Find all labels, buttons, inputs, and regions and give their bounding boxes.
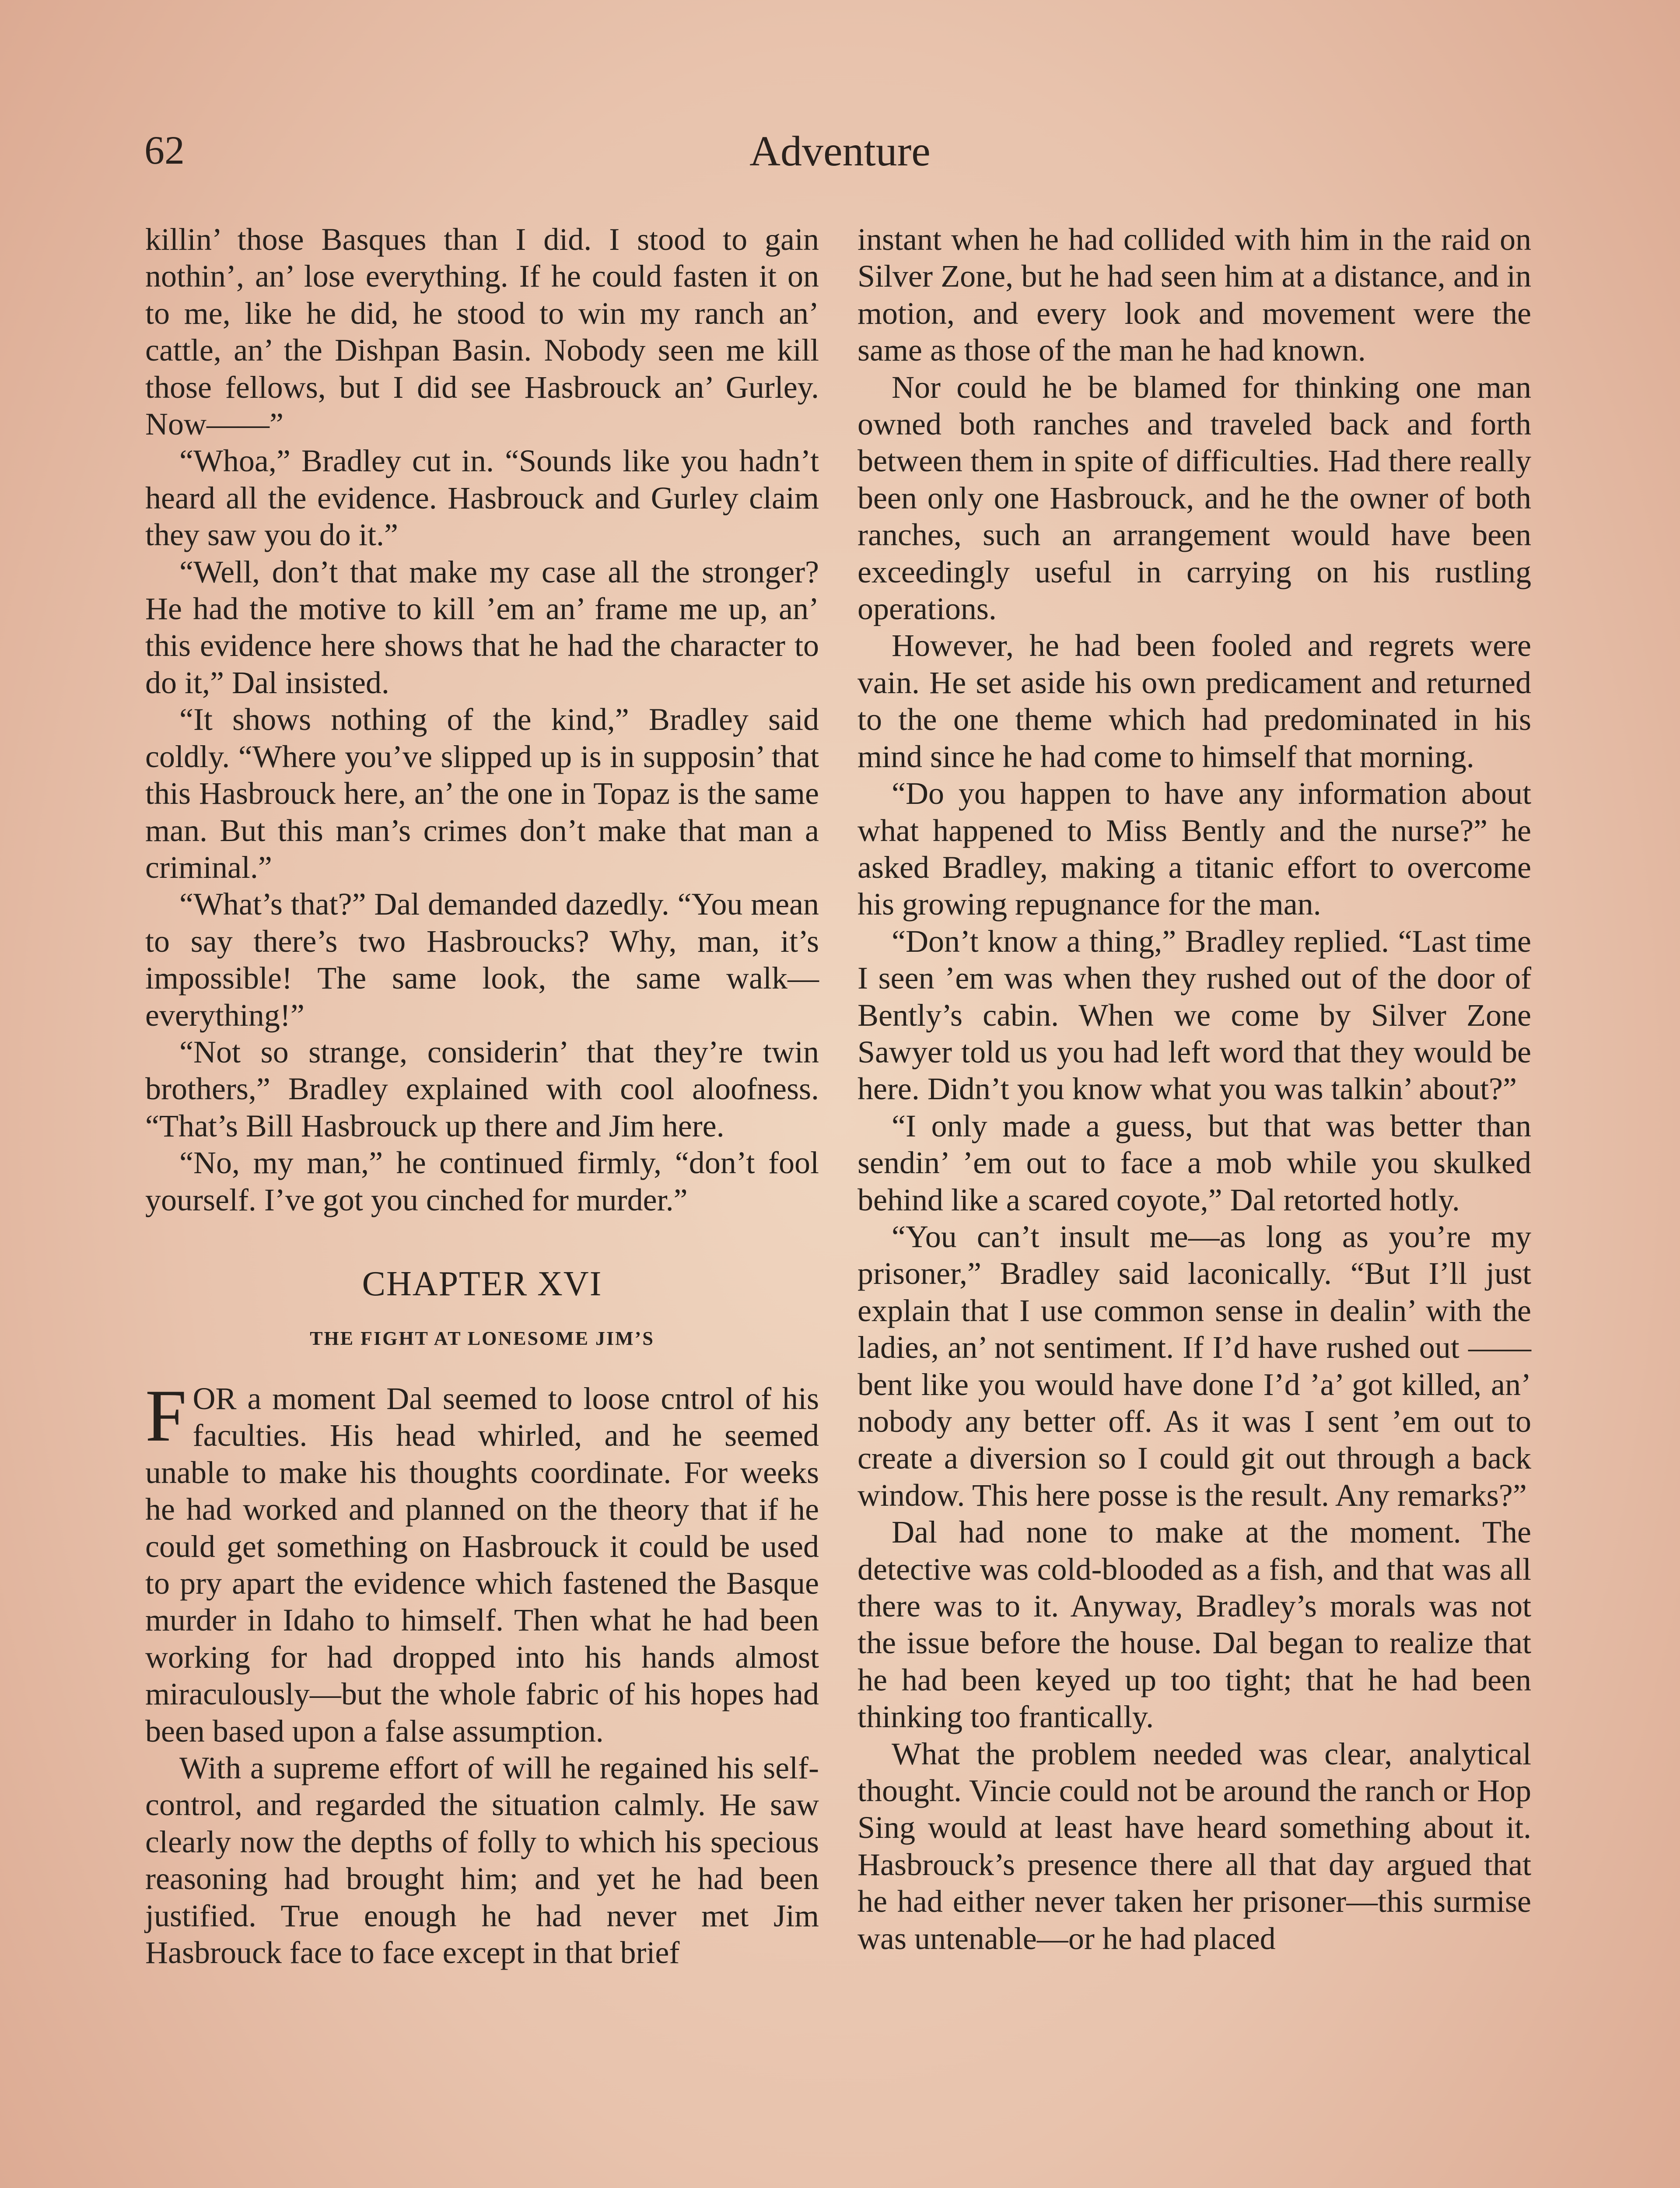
- running-title: Adventure: [749, 128, 931, 175]
- opening-paragraph-text: OR a moment Dal seemed to loose cntrol of his faculties. His head whirled, and he seemed unable to make his thoughts coordinate. For weeks he had worked and planned on the theory that if he could get something on Hasbrouck it could be used to pry apart the evidence which fastened the Basque murder in Idaho to himself. Then what he had been working for had dropped into his hands almost miraculously—but the whole fabric of his hopes had been based upon a false assumption.: [145, 1381, 819, 1749]
- drop-cap: F: [145, 1374, 187, 1457]
- paragraph: “Don’t know a thing,” Bradley replied. “Last time I seen ’em was when they rushed out of the door of Bently’s cabin. When we come by Silver Zone Sawyer told us you had left word that they would be here. Didn’t you know what you was talkin’ about?”: [858, 923, 1531, 1107]
- page-header: [144, 127, 1536, 184]
- paragraph: What the problem needed was clear, analytical thought. Vincie could not be around the ranch or Hop Sing would at least have heard something about it. Hasbrouck’s presence there all that day argued that he had either never taken her prisoner—this surmise was untenable—or he had placed: [858, 1736, 1531, 1956]
- paragraph: “Not so strange, considerin’ that they’re twin brothers,” Bradley explained with cool aloofness. “That’s Bill Hasbrouck up there and Jim here.: [145, 1034, 819, 1143]
- paragraph: instant when he had collided with him in the raid on Silver Zone, but he had seen him at a distance, and in motion, and every look and movement were the same as those of the man he had known.: [858, 222, 1531, 368]
- chapter-title: CHAPTER XVI: [362, 1264, 602, 1303]
- chapter-opening-paragraph: [145, 1374, 819, 1750]
- paragraph: “No, my man,” he continued firmly, “don’t fool yourself. I’ve got you cinched for murder.”: [145, 1145, 819, 1217]
- paragraph: killin’ those Basques than I did. I stood to gain nothin’, an’ lose everything. If he could fasten it on to me, like he did, he stood to win my ranch an’ cattle, an’ the Dishpan Basin. Nobody seen me kill those fellows, but I did see Hasbrouck an’ Gurley. Now——”: [145, 222, 819, 442]
- paragraph: “It shows nothing of the kind,” Bradley said coldly. “Where you’ve slipped up is in supposin’ that this Hasbrouck here, an’ the one in Topaz is the same man. But this man’s crimes don’t make that man a criminal.”: [145, 702, 819, 885]
- paragraph: Nor could he be blamed for thinking one man owned both ranches and traveled back and forth between them in spite of difficulties. Had there really been only one Hasbrouck, and he the owner of both ranches, such an arrangement would have been exceedingly useful in carrying on his rustling operations.: [858, 369, 1531, 627]
- paragraph: Dal had none to make at the moment. The detective was cold-blooded as a fish, and that was all there was to it. Anyway, Bradley’s morals was not the issue before the house. Dal began to realize that he had been keyed up too tight; that he had been thinking too frantically.: [858, 1515, 1531, 1735]
- paragraph: “Do you happen to have any information about what happened to Miss Bently and the nurse?” he asked Bradley, making a titanic effort to overcome his growing repugnance for the man.: [858, 776, 1531, 922]
- chapter-subtitle: THE FIGHT AT LONESOME JIM’S: [310, 1327, 654, 1349]
- paragraph: With a supreme effort of will he regained his self-control, and regarded the situation calmly. He saw clearly now the depths of folly to which his specious reasoning had brought him; and yet he had been justified. True enough he had never met Jim Hasbrouck face to face except in that brief: [145, 1750, 819, 1971]
- paragraph: However, he had been fooled and regrets were vain. He set aside his own predicament and returned to the one theme which had predominated in his mind since he had come to himself that morning.: [858, 628, 1531, 774]
- paragraph: “Whoa,” Bradley cut in. “Sounds like you hadn’t heard all the evidence. Hasbrouck and Gurley claim they saw you do it.”: [145, 443, 819, 553]
- page-number: 62: [144, 128, 185, 172]
- paragraph: “You can’t insult me—as long as you’re my prisoner,” Bradley said laconically. “But I’ll just explain that I use common sense in dealin’ with the ladies, an’ not sentiment. If I’d have rushed out —— bent like you would have done I’d ’a’ got killed, an’ nobody any better off. As it was I sent ’em out to create a diversion so I could git out through a back window. This here posse is the result. Any remarks?”: [858, 1219, 1531, 1513]
- left-column: [145, 221, 819, 1971]
- paragraph: “I only made a guess, but that was better than sendin’ ’em out to face a mob while you skulked behind like a scared coyote,” Dal retorted hotly.: [858, 1108, 1531, 1217]
- paragraph: “Well, don’t that make my case all the stronger? He had the motive to kill ’em an’ frame me up, an’ this evidence here shows that he had the character to do it,” Dal insisted.: [145, 554, 819, 700]
- paragraph: “What’s that?” Dal demanded dazedly. “You mean to say there’s two Hasbroucks? Why, man, it’s impossible! The same look, the same walk—everything!”: [145, 887, 819, 1033]
- right-column: [858, 221, 1531, 1957]
